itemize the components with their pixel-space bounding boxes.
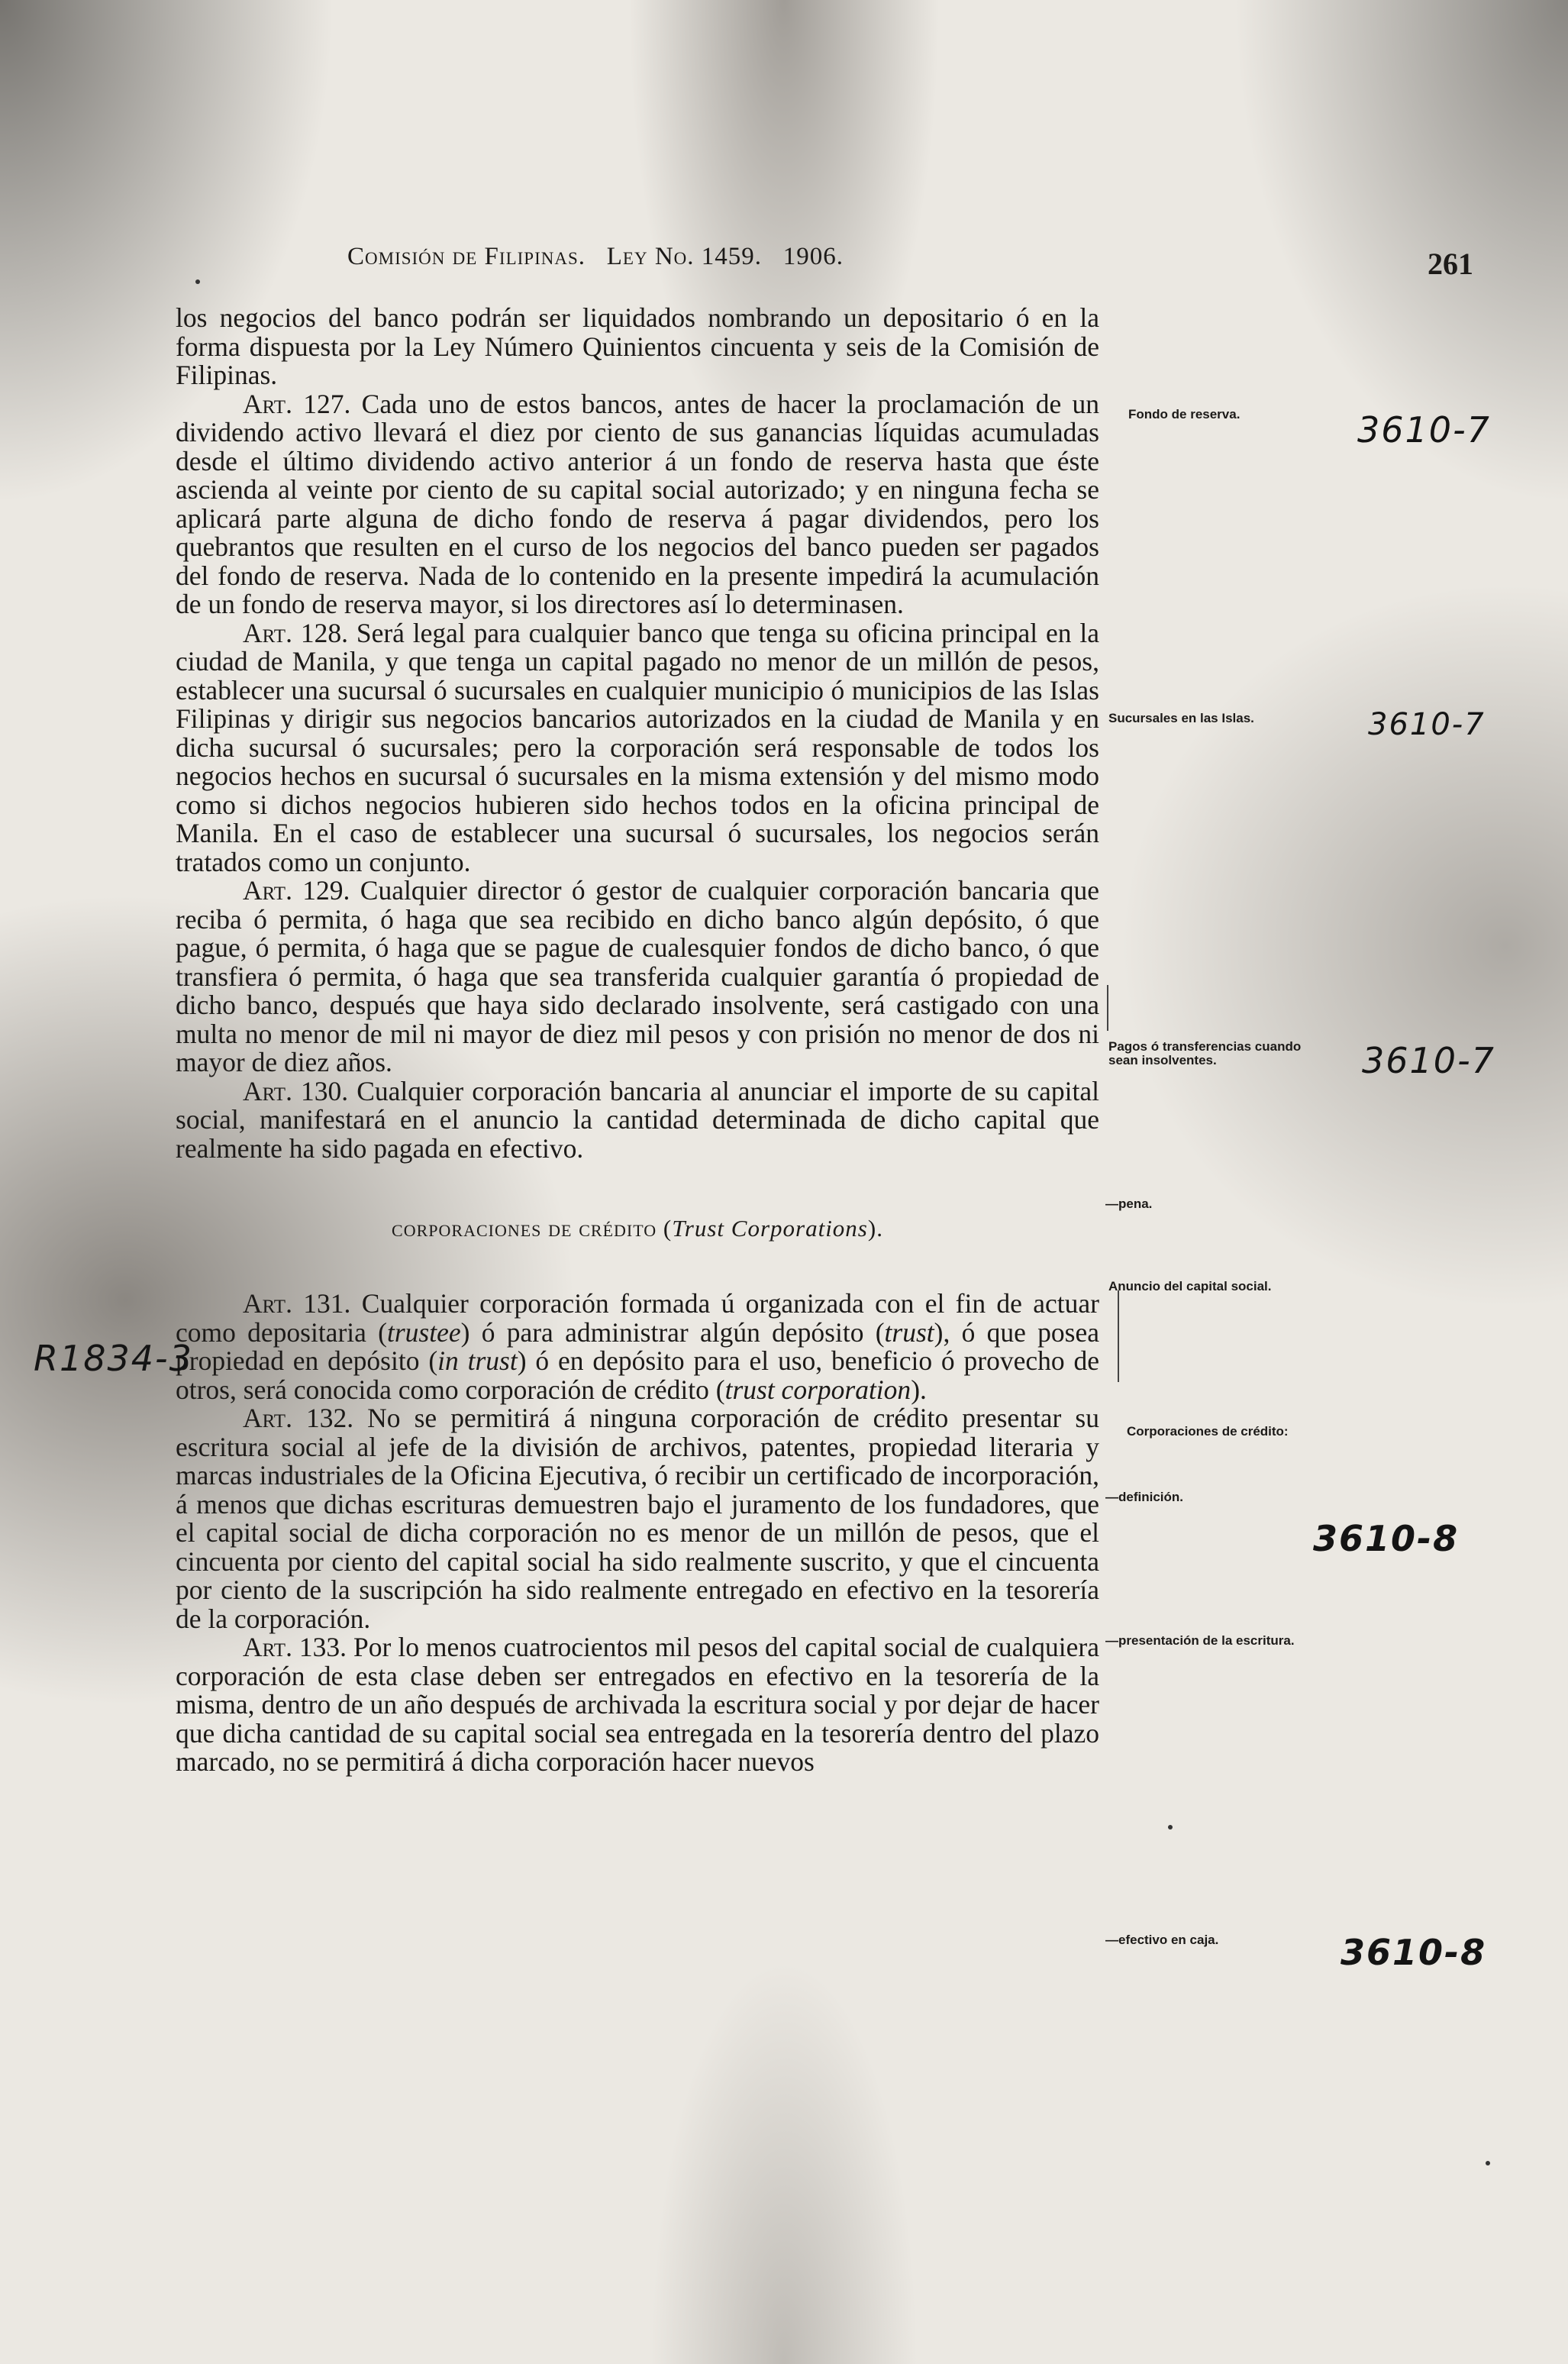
margin-note-efectivo: —efectivo en caja. [1105, 1933, 1219, 1947]
ink-dot [195, 279, 200, 284]
article-132 [176, 1404, 1099, 1633]
article-number: Art. 129. [243, 875, 350, 906]
article-term: trust [884, 1316, 934, 1348]
article-text: Cada uno de estos bancos, antes de hacer la proclamación de un dividendo activo llevará el diez por ciento de sus ganancias líquidas acumuladas desde el último dividendo activo anterior á un fondo de reserva hasta que éste ascienda al veinte por ciento de su capital social autorizado; y en ninguna fecha se aplicará parte alguna de dicho fondo de reserva á pagar dividendos, pero los quebrantos que resulten en el curso de los negocios del banco pueden ser pagados del fondo de reserva. Nada de lo contenido en la presente impedirá la acumulación de un fondo de reserva mayor, si los directores así lo determinasen. [176, 388, 1099, 619]
handwritten-annotation: R1834-3 [34, 1338, 193, 1379]
handwritten-annotation: 3610-7 [1357, 409, 1491, 451]
margin-note-anuncio: Anuncio del capital social. [1108, 1279, 1272, 1293]
handwritten-annotation: 3610-8 [1341, 1932, 1487, 1973]
body-text [176, 304, 1099, 1777]
running-head [347, 243, 1416, 271]
article-131 [176, 1290, 1099, 1404]
margin-note-presentacion: —presentación de la escritura. [1105, 1633, 1295, 1648]
article-term: trustee [386, 1316, 461, 1348]
article-number: Art. 128. [243, 617, 348, 648]
margin-note-corporaciones: Corporaciones de crédito: [1127, 1424, 1289, 1439]
article-text: ). [911, 1374, 927, 1405]
article-text: ) ó en depósito para el uso, beneficio ó provecho de otros, será conocida como corporación de crédito ( [176, 1345, 1099, 1405]
running-head-title: Comisión de Filipinas. [347, 243, 586, 270]
handwritten-annotation: 3610-8 [1313, 1518, 1460, 1559]
article-text: No se permitirá á ninguna corporación de crédito presentar su escritura social al jefe de la división de archivos, patentes, propiedad literaria y marcas industriales de la Oficina Ejecutiva, ó recibir un certificado de incorporación, á menos que dichas escrituras demuestren bajo el juramento de los fundadores, que el capital social de dicha corporación no es menor de un millón de pesos, que el cincuenta por ciento del capital social ha sido realmente suscrito, y que el cincuenta por ciento de la suscripción ha sido realmente entregado en efectivo en la tesorería de la corporación. [176, 1403, 1099, 1634]
section-heading [176, 1215, 1099, 1242]
article-number: Art. 127. [243, 388, 351, 419]
page-number: 261 [1428, 247, 1473, 281]
article-number: Art. 131. [243, 1288, 351, 1319]
article-text: Cualquier director ó gestor de cualquier corporación bancaria que reciba ó permita, ó haga que sea recibido en dicho banco algún depósito, ó que pague, ó permita, ó haga que se pague de cualesquier fondos de dicho banco, ó que transfiera ó permita, ó haga que sea transferida cualquier garantía ó propiedad de dicho banco, después que haya sido declarado insolvente, será castigado con una multa no menor de mil ni mayor de diez mil pesos y con prisión no menor de dos ni mayor de diez años. [176, 875, 1100, 1077]
pencil-mark [1107, 985, 1108, 1031]
article-text: Cualquier corporación formada ú organizada con el fin de actuar como depositaria ( [176, 1288, 1099, 1348]
article-133 [176, 1633, 1099, 1777]
running-head-law: Ley No. 1459. [606, 243, 763, 270]
article-text: ) ó para administrar algún depósito ( [460, 1316, 885, 1348]
article-130 [176, 1077, 1099, 1164]
margin-note-sucursales: Sucursales en las Islas. [1108, 711, 1254, 725]
article-128 [176, 619, 1099, 877]
ink-dot [1168, 1825, 1173, 1830]
article-text: Será legal para cualquier banco que tenga su oficina principal en la ciudad de Manila, y que tenga un capital pagado no menor de un millón de pesos, establecer una sucursal ó sucursales en cualquier municipio ó municipios de las Islas Filipinas y dirigir sus negocios bancarios autorizados en la ciudad de Manila y en dicha sucursal ó sucursales; pero la corporación será responsable de todos los negocios hechos en sucursal ó sucursales en la misma extensión y del mismo modo como si dichos negocios hubieren sido hechos todos en la oficina principal de Manila. En el caso de establecer una sucursal ó sucursales, los negocios serán tratados como un conjunto. [176, 617, 1099, 877]
running-head-year: 1906. [782, 243, 844, 270]
article-127 [176, 390, 1099, 619]
paragraph-continuation: los negocios del banco podrán ser liquidados nombrando un depositario ó en la forma dispuesta por la Ley Número Quinientos cincuenta y seis de la Comisión de Filipinas. [176, 302, 1099, 390]
article-number: Art. 130. [243, 1075, 349, 1106]
handwritten-annotation: 3610-7 [1362, 1040, 1495, 1081]
margin-note-pagos: Pagos ó transferencias cuando sean insolventes. [1108, 1039, 1302, 1067]
article-text: Por lo menos cuatrocientos mil pesos del capital social de cualquiera corporación de esta clase deben ser entregados en efectivo en la tesorería de la misma, dentro de un año después de archivada la escritura social y por dejar de hacer que dicha cantidad de su capital social sea entregada en la tesorería dentro del plazo marcado, no se permitirá á dicha corporación hacer nuevos [176, 1632, 1099, 1777]
article-129 [176, 877, 1099, 1077]
article-text: ), ó que posea propiedad en depósito ( [176, 1316, 1099, 1376]
margin-note-pena: —pena. [1105, 1197, 1153, 1211]
margin-note-fondo-reserva: Fondo de reserva. [1128, 407, 1241, 421]
ink-dot [1486, 2161, 1490, 2165]
article-term: trust corporation [724, 1374, 911, 1405]
article-text: Cualquier corporación bancaria al anunciar el importe de su capital social, manifestará en el anuncio la cantidad determinada de dicho capital que realmente ha sido pagada en efectivo. [176, 1075, 1099, 1164]
article-term: in trust [437, 1345, 518, 1376]
section-heading-english: Trust Corporations [672, 1215, 868, 1242]
article-number: Art. 133. [243, 1632, 347, 1662]
article-number: Art. 132. [243, 1403, 354, 1433]
handwritten-annotation: 3610-7 [1368, 707, 1486, 742]
section-heading-text: corporaciones de crédito ( [392, 1215, 673, 1242]
margin-note-definicion: —definición. [1105, 1490, 1183, 1504]
section-heading-close: ). [867, 1215, 883, 1242]
pencil-mark [1118, 1290, 1119, 1382]
